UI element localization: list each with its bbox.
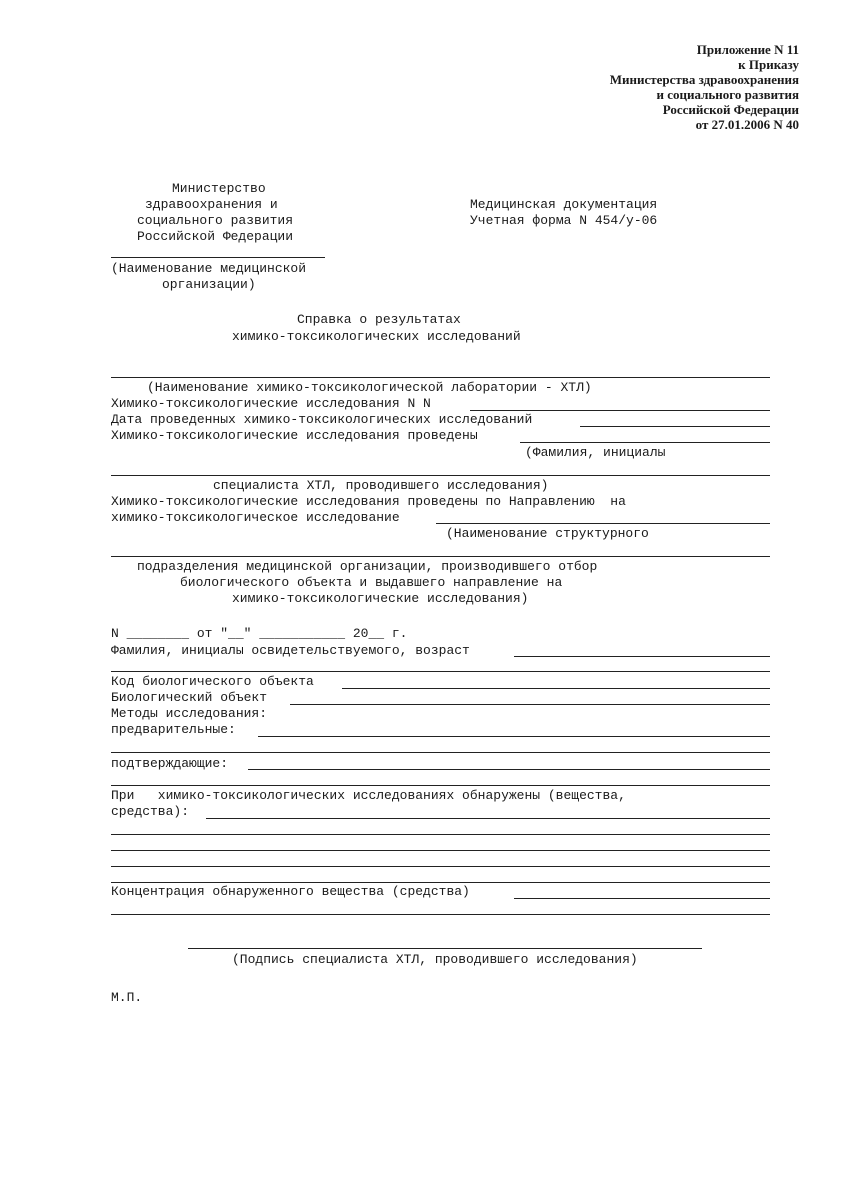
appendix-number: Приложение N 11 xyxy=(696,42,799,57)
confirming-field-extra[interactable] xyxy=(111,785,770,786)
person-label: Фамилия, инициалы освидетельствуемого, возраст xyxy=(111,643,470,658)
found-field-extra-4[interactable] xyxy=(111,882,770,883)
research-date-label: Дата проведенных химико-токсикологических исследований xyxy=(111,412,533,427)
concentration-label: Концентрация обнаруженного вещества (средства) xyxy=(111,884,470,899)
appendix-order: к Приказу xyxy=(738,57,799,72)
found-label-1: При химико-токсикологических исследованиях обнаружены (вещества, xyxy=(111,788,626,803)
performed-by-label: Химико-токсикологические исследования проведены xyxy=(111,428,478,443)
found-field-extra-2[interactable] xyxy=(111,850,770,851)
confirming-field[interactable] xyxy=(248,769,770,770)
org-caption-2: организации) xyxy=(162,277,256,292)
bio-code-field[interactable] xyxy=(342,688,770,689)
preliminary-field[interactable] xyxy=(258,736,770,737)
confirming-label: подтверждающие: xyxy=(111,756,229,771)
unit-caption-4: химико-токсикологические исследования) xyxy=(232,591,529,606)
found-label-2: средства): xyxy=(111,804,190,819)
methods-label: Методы исследования: xyxy=(111,706,268,721)
bio-object-field[interactable] xyxy=(290,704,770,705)
research-number-field[interactable] xyxy=(470,410,770,411)
appendix-date: от 27.01.2006 N 40 xyxy=(695,117,799,132)
signature-caption: (Подпись специалиста ХТЛ, проводившего исследования) xyxy=(232,952,638,967)
preliminary-field-extra[interactable] xyxy=(111,752,770,753)
ministry-line-2: здравоохранения и xyxy=(145,197,278,212)
direction-label-1: Химико-токсикологические исследования проведены по Направлению на xyxy=(111,494,626,509)
stamp-label: М.П. xyxy=(111,990,143,1005)
unit-caption-2: подразделения медицинской организации, производившего отбор xyxy=(137,559,598,574)
lab-name-field[interactable] xyxy=(111,377,770,378)
preliminary-label: предварительные: xyxy=(111,722,236,737)
direction-number-line[interactable]: N ________ от "__" ___________ 20__ г. xyxy=(111,626,408,641)
form-number-label: Учетная форма N 454/у-06 xyxy=(470,213,658,228)
unit-name-field[interactable] xyxy=(111,556,770,557)
appendix-ministry-1: Министерства здравоохранения xyxy=(609,72,799,87)
research-number-label: Химико-токсикологические исследования N N xyxy=(111,396,431,411)
lab-caption: (Наименование химико-токсикологической лаборатории - ХТЛ) xyxy=(147,380,592,395)
specialist-caption-1: (Фамилия, инициалы xyxy=(525,445,666,460)
ministry-line-4: Российской Федерации xyxy=(137,229,294,244)
performed-by-field[interactable] xyxy=(520,442,770,443)
title-line-1: Справка о результатах xyxy=(297,312,461,327)
bio-object-label: Биологический объект xyxy=(111,690,268,705)
specialist-field[interactable] xyxy=(111,475,770,476)
found-field-extra-3[interactable] xyxy=(111,866,770,867)
appendix-ministry-2: и социального развития xyxy=(656,87,799,102)
org-caption-1: (Наименование медицинской xyxy=(111,261,307,276)
concentration-field[interactable] xyxy=(514,898,770,899)
person-field[interactable] xyxy=(514,656,770,657)
unit-caption-1: (Наименование структурного xyxy=(446,526,649,541)
person-field-extra[interactable] xyxy=(111,671,770,672)
concentration-field-extra[interactable] xyxy=(111,914,770,915)
direction-label-2: химико-токсикологическое исследование xyxy=(111,510,400,525)
signature-field[interactable] xyxy=(188,948,702,949)
appendix-header xyxy=(610,42,799,132)
found-field-extra-1[interactable] xyxy=(111,834,770,835)
unit-caption-3: биологического объекта и выдавшего направление на xyxy=(180,575,563,590)
research-date-field[interactable] xyxy=(580,426,770,427)
specialist-caption-2: специалиста ХТЛ, проводившего исследования) xyxy=(213,478,549,493)
title-line-2: химико-токсикологических исследований xyxy=(232,329,521,344)
found-field[interactable] xyxy=(206,818,770,819)
ministry-line-3: социального развития xyxy=(137,213,294,228)
appendix-country: Российской Федерации xyxy=(662,102,799,117)
direction-field[interactable] xyxy=(436,523,770,524)
bio-code-label: Код биологического объекта xyxy=(111,674,314,689)
org-name-field[interactable] xyxy=(111,257,325,258)
med-doc-label: Медицинская документация xyxy=(470,197,658,212)
ministry-line-1: Министерство xyxy=(172,181,266,196)
